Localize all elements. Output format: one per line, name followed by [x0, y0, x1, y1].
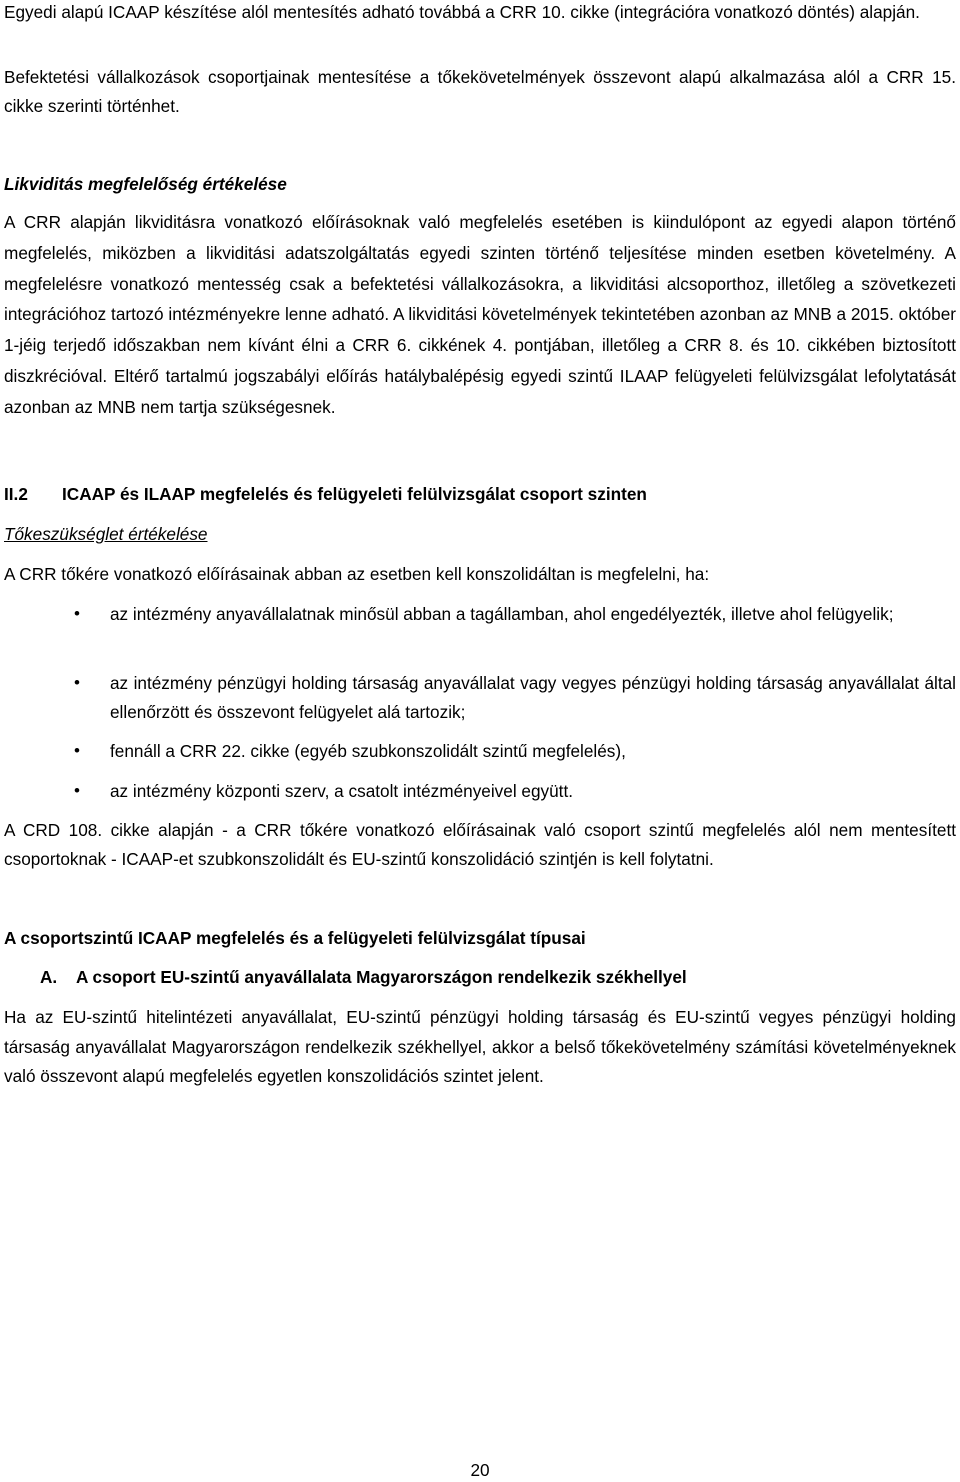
bullet-marker: • — [74, 673, 80, 692]
section-number: II.2 — [4, 484, 28, 504]
section-title: ICAAP és ILAAP megfelelés és felügyeleti felülvizsgálat csoport szinten — [62, 484, 647, 504]
page-number: 20 — [470, 1460, 490, 1480]
bullet-marker: • — [74, 741, 80, 760]
subsection-letter: A. — [40, 967, 58, 987]
subsection-title: A csoport EU-szintű anyavállalata Magyarországon rendelkezik székhellyel — [76, 967, 687, 987]
types-heading: A csoportszintű ICAAP megfelelés és a felügyeleti felülvizsgálat típusai — [4, 928, 586, 948]
bullet-item: az intézmény pénzügyi holding társaság anyavállalat vagy vegyes pénzügyi holding társaság anyavállalat által ellenőrzött és összevont felügyelet alá tartozik; — [110, 673, 956, 722]
intro-paragraph-1: Egyedi alapú ICAAP készítése alól mentesítés adható továbbá a CRR 10. cikke (integrációra vonatkozó döntés) alapján. — [4, 2, 920, 22]
bullet-item: az intézmény anyavállalatnak minősül abban a tagállamban, ahol engedélyezték, illetve ahol felügyelik; — [110, 604, 894, 624]
intro-paragraph-2: Befektetési vállalkozások csoportjainak mentesítése a tőkekövetelmények összevont alapú alkalmazása alól a CRR 15. cikke szerinti történhet. — [4, 67, 956, 116]
section-lead: A CRR tőkére vonatkozó előírásainak abban az esetben kell konszolidáltan is megfelelni, ha: — [4, 564, 710, 584]
bullet-marker: • — [74, 781, 80, 800]
types-paragraph: Ha az EU-szintű hitelintézeti anyavállalat, EU-szintű pénzügyi holding társaság és EU-szintű vegyes pénzügyi holding társaság anyavállalat Magyarországon rendelkezik székhellyel, akkor a belső tőkekövetelmény számítási követelményeknek való összevont alapú megfelelés egyetlen konszolidációs szintet jelent. — [4, 1007, 956, 1086]
liquidity-heading: Likviditás megfelelőség értékelése — [4, 174, 287, 194]
liquidity-paragraph: A CRR alapján likviditásra vonatkozó előírásoknak való megfelelés esetében is kiindulópont az egyedi alapon történő megfelelés, miközben a likviditási adatszolgáltatás egyedi szinten történő teljesítése minden esetben követelmény. A megfelelésre vonatkozó mentesség csak a befektetési vállalkozásokra, a likviditási alcsoporthoz, illetőleg a szövetkezeti integrációhoz tartozó intézményekre lenne adható. A likviditási követelmények tekintetében azonban az MNB a 2015. október 1-jéig terjedő időszakban nem kívánt élni a CRR 6. cikkének 4. pontjában, illetőleg a CRR 8. és 10. cikkében biztosított diszkrécióval. Eltérő tartalmú jogszabályi előírás hatálybalépésig egyedi szintű ILAAP felügyeleti felülvizsgálat lefolytatását azonban az MNB nem tartja szükségesnek. — [4, 212, 956, 417]
bullet-item: fennáll a CRR 22. cikke (egyéb szubkonszolidált szintű megfelelés), — [110, 741, 626, 761]
bullet-marker: • — [74, 604, 80, 623]
bullet-item: az intézmény központi szerv, a csatolt intézményeivel együtt. — [110, 781, 574, 801]
section-subheading: Tőkeszükséglet értékelése — [4, 524, 208, 544]
crd-paragraph: A CRD 108. cikke alapján - a CRR tőkére vonatkozó előírásainak való csoport szintű megfelelés alól nem mentesített csoportoknak - ICAAP-et szubkonszolidált és EU-szintű konszolidáció szintjén is kell folytatni. — [4, 820, 956, 869]
